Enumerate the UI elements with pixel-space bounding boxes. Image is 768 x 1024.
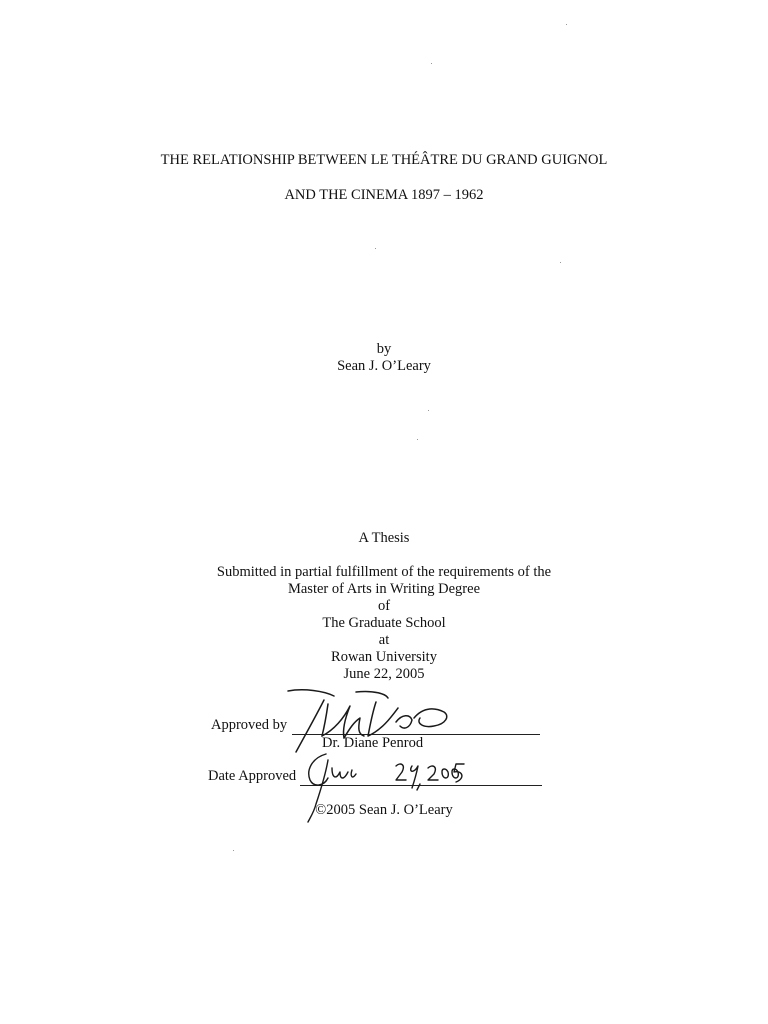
- scan-speck: [566, 24, 567, 25]
- submission-line-2: Master of Arts in Writing Degree: [287, 581, 481, 597]
- copyright-notice: ©2005 Sean J. O’Leary: [315, 802, 453, 818]
- submission-line-5: at: [378, 632, 390, 648]
- scan-speck: [560, 262, 561, 263]
- scan-speck: [375, 248, 376, 249]
- title-line-2: AND THE CINEMA 1897 – 1962: [284, 187, 484, 203]
- title-line-1: THE RELATIONSHIP BETWEEN LE THÉÂTRE DU GRAND GUIGNOL: [160, 152, 608, 168]
- submission-date: June 22, 2005: [343, 666, 425, 682]
- submission-line-4: The Graduate School: [322, 615, 446, 631]
- thesis-heading: A Thesis: [358, 530, 410, 546]
- advisor-name: Dr. Diane Penrod: [322, 735, 424, 751]
- date-approved-label: Date Approved: [208, 768, 297, 784]
- scan-speck: [233, 850, 234, 851]
- author-name: Sean J. O’Leary: [337, 358, 431, 374]
- submission-line-3: of: [377, 598, 391, 614]
- submission-line-6: Rowan University: [331, 649, 437, 665]
- by-label: by: [376, 341, 392, 357]
- scan-speck: [431, 63, 432, 64]
- scan-speck: [417, 439, 418, 440]
- approved-by-label: Approved by: [211, 717, 288, 733]
- scan-speck: [428, 410, 429, 411]
- signature-scribble: [284, 688, 456, 754]
- submission-line-1: Submitted in partial fulfillment of the requirements of the: [216, 564, 552, 580]
